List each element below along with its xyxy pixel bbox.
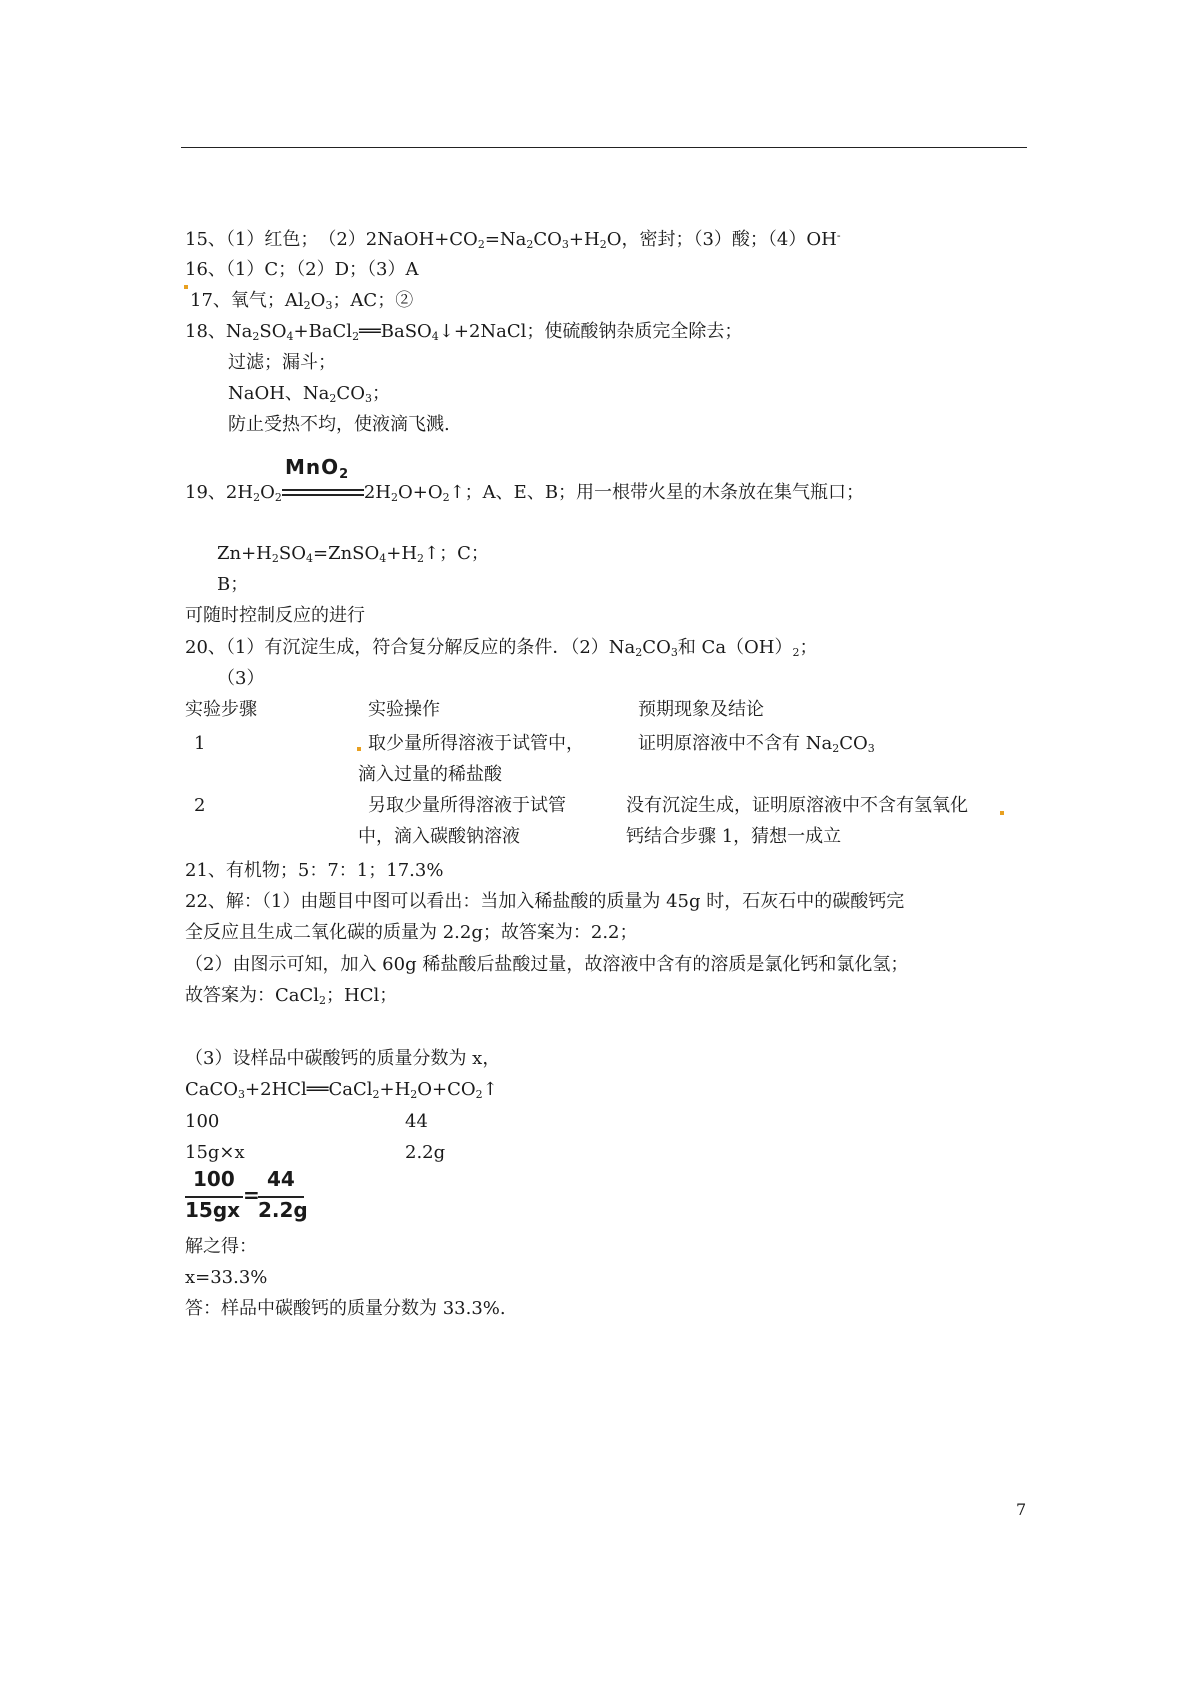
table-row-2-operation-cont: 中，滴入碳酸钠溶液 (358, 826, 520, 847)
reaction-equation: $CaCO_3+2HCl══CaCl_2+H_2O+CO_2↑$ (185, 1079, 498, 1101)
answer-19-line2: $Zn+H_2SO_4=ZnSO_4+H_2↑$；C； (217, 543, 489, 565)
answer-17: 17、氧气；$Al_2O_3$；AC；② (190, 290, 414, 312)
answer-18-line4: 防止受热不均，使液滴飞溅. (228, 414, 450, 435)
table-row-1-result: 证明原溶液中不含有 $Na_2CO_3$ (638, 733, 875, 755)
answer-16: 16、（1）C；（2）D；（3）A (185, 259, 419, 280)
answer-22-solve: 解之得： (185, 1236, 257, 1257)
table-row-2-result: 没有沉淀生成，证明原溶液中不含有氢氧化 (626, 795, 968, 816)
header-rule (181, 147, 1027, 148)
answer-18: 18、$Na_2SO_4+BaCl_2══BaSO_4↓+2NaCl$；使硫酸钠杂质完全除去； (185, 321, 743, 343)
table-row-2-step: 2 (194, 795, 206, 816)
highlight-mark (1000, 811, 1004, 815)
answer-22: 22、解：（1）由题目中图可以看出：当加入稀盐酸的质量为 45g 时，石灰石中的碳酸钙完 (185, 891, 905, 912)
answer-18-line2: 过滤；漏斗； (228, 352, 336, 373)
fraction-1-numerator: 100 (193, 1167, 235, 1191)
answer-20: 20、（1）有沉淀生成，符合复分解反应的条件．$(2)Na_2CO_3$和 $Ca(OH)_2$； (185, 637, 818, 659)
table-header-operation: 实验操作 (368, 699, 440, 720)
answer-19-line3: B； (217, 574, 249, 595)
answer-22-line3: （2）由图示可知，加入 60g 稀盐酸后盐酸过量，故溶液中含有的溶质是氯化钙和氯化氢； (185, 954, 909, 975)
answer-20-part3: （3） (217, 668, 265, 689)
table-header-step: 实验步骤 (185, 699, 257, 720)
highlight-mark (357, 747, 361, 751)
reaction-equals-sign (282, 488, 364, 498)
mass-co2: 2.2g (405, 1142, 446, 1163)
molar-mass-caco3: 100 (185, 1111, 220, 1132)
answer-22-conclusion: 答：样品中碳酸钙的质量分数为 33.3%. (185, 1298, 506, 1319)
answer-22-result: x=33.3% (185, 1267, 268, 1288)
table-row-1-step: 1 (194, 733, 206, 754)
fraction-equals: = (243, 1183, 260, 1207)
answer-15: 15、（1）红色； $(2)2NaOH+CO_2=Na_2CO_3+H_2O$，密封；（3）酸；（4）OH- (185, 229, 841, 251)
table-header-result: 预期现象及结论 (638, 699, 764, 720)
molar-mass-co2: 44 (405, 1111, 428, 1132)
table-row-2-result-cont: 钙结合步骤 1，猜想一成立 (626, 826, 842, 847)
table-row-1-operation: 取少量所得溶液于试管中， (368, 733, 584, 754)
table-row-2-operation: 另取少量所得溶液于试管 (368, 795, 566, 816)
answer-19: 19、$2H_2O_2$ $2H_2O+O_2↑$；A、E、B；用一根带火星的木条放在集气瓶口； (185, 482, 865, 504)
table-row-1-operation-cont: 滴入过量的稀盐酸 (358, 764, 502, 785)
answer-21: 21、有机物；5：7：1；17.3% (185, 860, 444, 881)
answer-22-line5: （3）设样品中碳酸钙的质量分数为 x， (185, 1048, 501, 1069)
fraction-2-denominator: 2.2g (258, 1198, 308, 1222)
highlight-mark (184, 285, 188, 289)
answer-19-line4: 可随时控制反应的进行 (185, 605, 365, 626)
fraction-1-denominator: 15gx (185, 1198, 241, 1222)
mass-caco3: 15g×x (185, 1142, 245, 1163)
fraction-2-numerator: 44 (267, 1167, 295, 1191)
answer-22-line4: 故答案为：CaCl$_2$；HCl； (185, 985, 398, 1007)
answer-18-line3: NaOH、$Na_2CO_3$； (228, 383, 390, 405)
page-number: 7 (1016, 1500, 1027, 1519)
answer-22-line2: 全反应且生成二氧化碳的质量为 2.2g；故答案为：2.2； (185, 922, 638, 943)
catalyst-label: MnO$_2$ (285, 455, 350, 482)
